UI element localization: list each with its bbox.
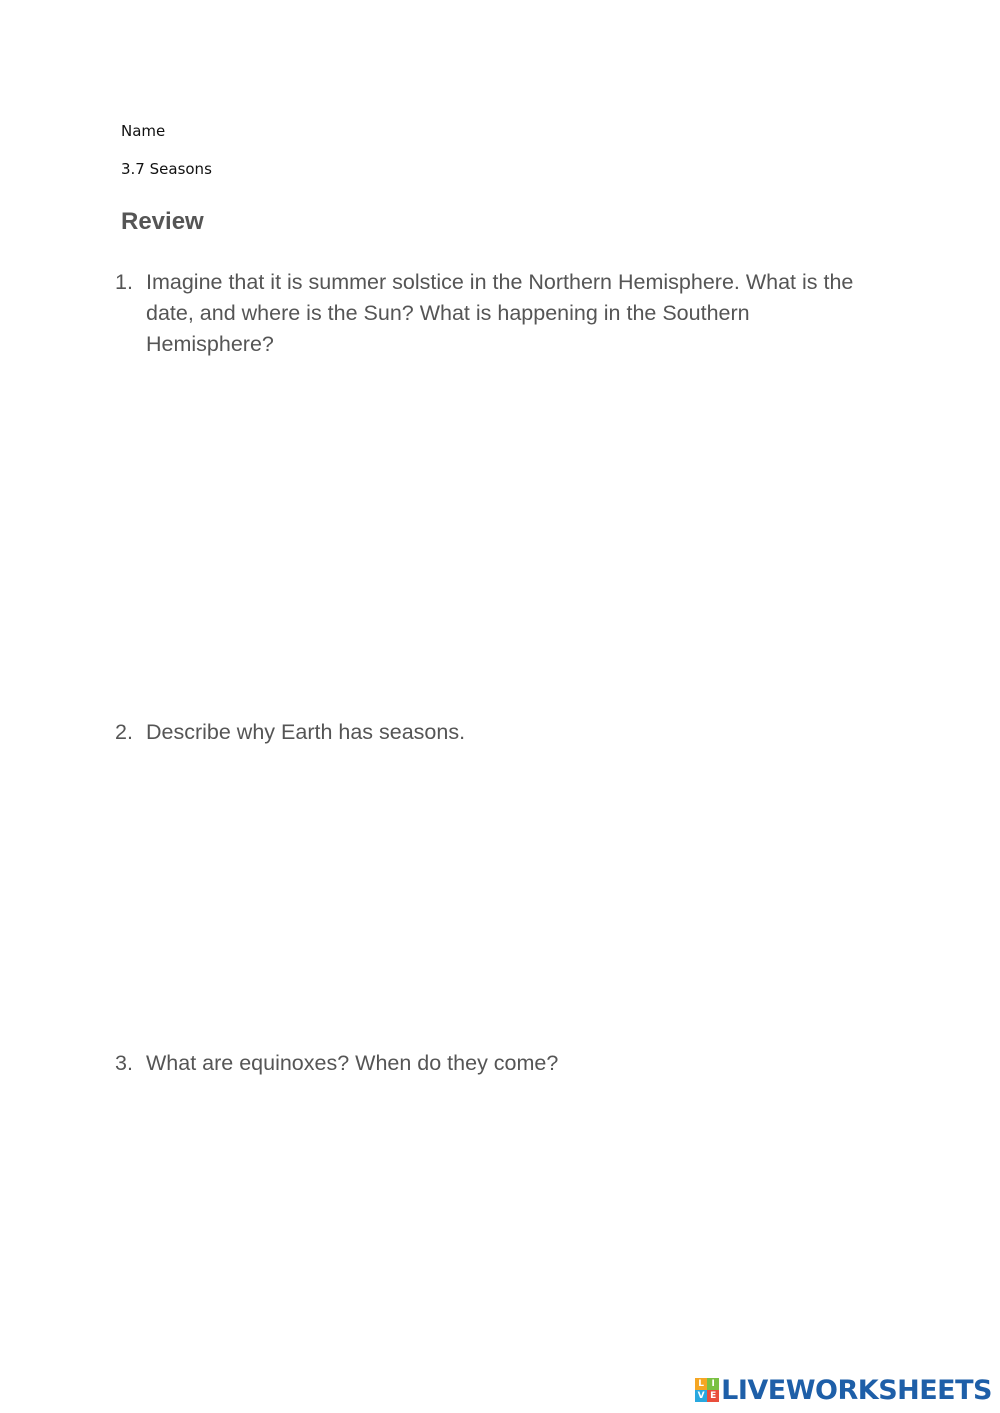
logo-letter: E bbox=[707, 1390, 719, 1402]
question-number: 1. bbox=[115, 270, 133, 294]
review-heading: Review bbox=[121, 208, 204, 235]
question-2 bbox=[115, 717, 865, 748]
name-label: Name bbox=[121, 122, 166, 140]
question-number: 3. bbox=[115, 1051, 133, 1075]
question-text: Imagine that it is summer solstice in the Northern Hemisphere. What is the date, and where is the Sun? What is happening in the Southern Hemisphere? bbox=[146, 270, 854, 356]
question-text: What are equinoxes? When do they come? bbox=[146, 1051, 559, 1075]
question-3 bbox=[115, 1048, 865, 1079]
question-number: 2. bbox=[115, 720, 133, 744]
question-text: Describe why Earth has seasons. bbox=[146, 720, 466, 744]
logo-letter: L bbox=[695, 1378, 707, 1390]
liveworksheets-logo-icon bbox=[695, 1378, 719, 1402]
question-1 bbox=[115, 267, 865, 360]
liveworksheets-logo bbox=[695, 1373, 992, 1407]
logo-letter: V bbox=[695, 1390, 707, 1402]
worksheet-subtitle: 3.7 Seasons bbox=[121, 160, 212, 178]
logo-letter: I bbox=[707, 1378, 719, 1390]
logo-wordmark: LIVEWORKSHEETS bbox=[721, 1374, 992, 1406]
